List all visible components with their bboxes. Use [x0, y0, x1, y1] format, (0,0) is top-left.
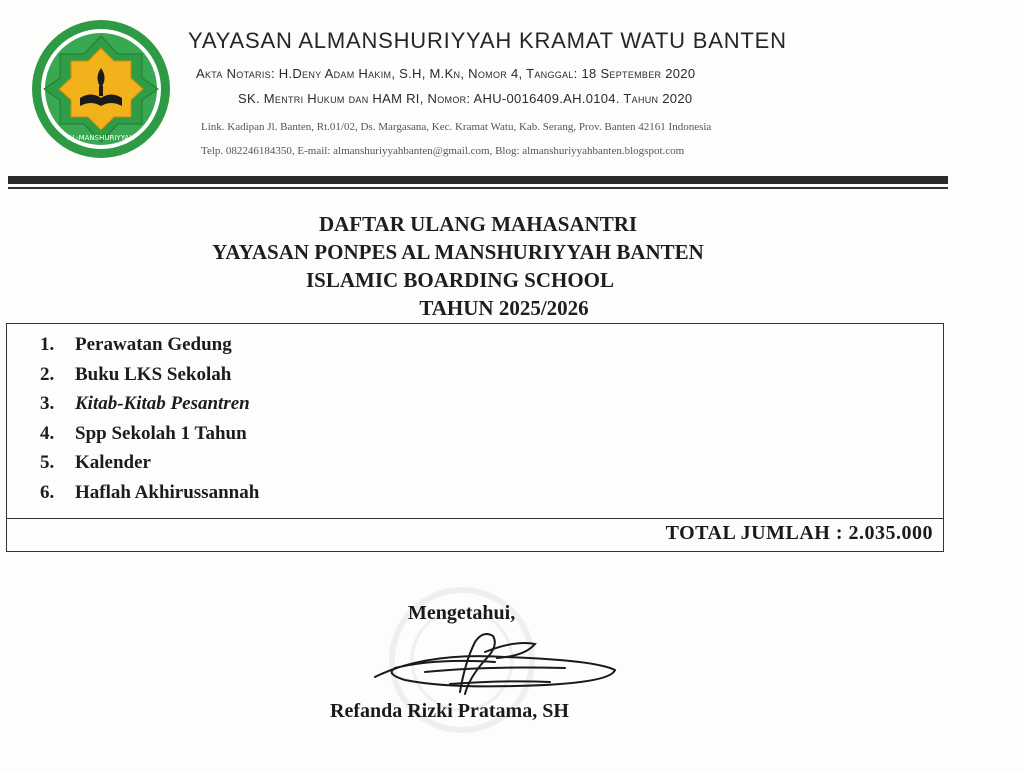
address-line: Link. Kadipan Jl. Banten, Rt.01/02, Ds. Margasana, Kec. Kramat Watu, Kab. Serang, Prov. Banten 42161 Indonesia — [201, 121, 712, 133]
list-item — [40, 478, 259, 508]
handwritten-signature — [365, 622, 620, 702]
item-label: Buku LKS Sekolah — [75, 363, 232, 385]
item-number: 6. — [40, 481, 55, 503]
items-list — [40, 330, 259, 507]
list-item — [40, 389, 259, 419]
item-number: 4. — [40, 422, 55, 444]
total-amount: TOTAL JUMLAH : 2.035.000 — [665, 522, 933, 544]
signer-name: Refanda Rizki Pratama, SH — [330, 700, 569, 722]
organization-name: YAYASAN ALMANSHURIYYAH KRAMAT WATU BANTEN — [188, 28, 787, 53]
list-item — [40, 448, 259, 478]
ministry-decree-line: SK. Mentri Hukum dan HAM RI, Nomor: AHU-0016409.AH.0104. Tahun 2020 — [238, 91, 693, 106]
document-title: DAFTAR ULANG MAHASANTRI — [318, 212, 638, 236]
item-label: Haflah Akhirussannah — [75, 481, 260, 503]
list-item — [40, 360, 259, 390]
contact-line: Telp. 082246184350, E-mail: almanshuriyyahbanten@gmail.com, Blog: almanshuriyyahbanten.blogspot.com — [201, 145, 685, 157]
logo-text: AL-MANSHURIYYAH — [67, 134, 135, 142]
items-box — [6, 323, 944, 519]
foundation-logo — [30, 18, 172, 160]
item-number: 3. — [40, 393, 55, 414]
header-divider-thick — [8, 176, 948, 184]
item-label: Kitab-Kitab Pesantren — [75, 393, 250, 414]
item-number: 2. — [40, 363, 55, 385]
list-item — [40, 419, 259, 449]
acknowledged-label: Mengetahui, — [408, 602, 516, 624]
item-label: Spp Sekolah 1 Tahun — [75, 422, 247, 444]
document-subtitle-year: TAHUN 2025/2026 — [419, 296, 589, 320]
total-box — [6, 519, 944, 552]
item-number: 1. — [40, 334, 55, 355]
item-label: Perawatan Gedung — [75, 334, 232, 355]
item-number: 5. — [40, 452, 55, 473]
notary-deed-line: Akta Notaris: H.Deny Adam Hakim, S.H, M.Kn, Nomor 4, Tanggal: 18 September 2020 — [196, 66, 696, 81]
document-subtitle-school: ISLAMIC BOARDING SCHOOL — [305, 268, 615, 292]
item-label: Kalender — [75, 452, 151, 473]
document-subtitle-foundation: YAYASAN PONPES AL MANSHURIYYAH BANTEN — [212, 240, 704, 264]
header-divider-thin — [8, 187, 948, 189]
list-item — [40, 330, 259, 360]
